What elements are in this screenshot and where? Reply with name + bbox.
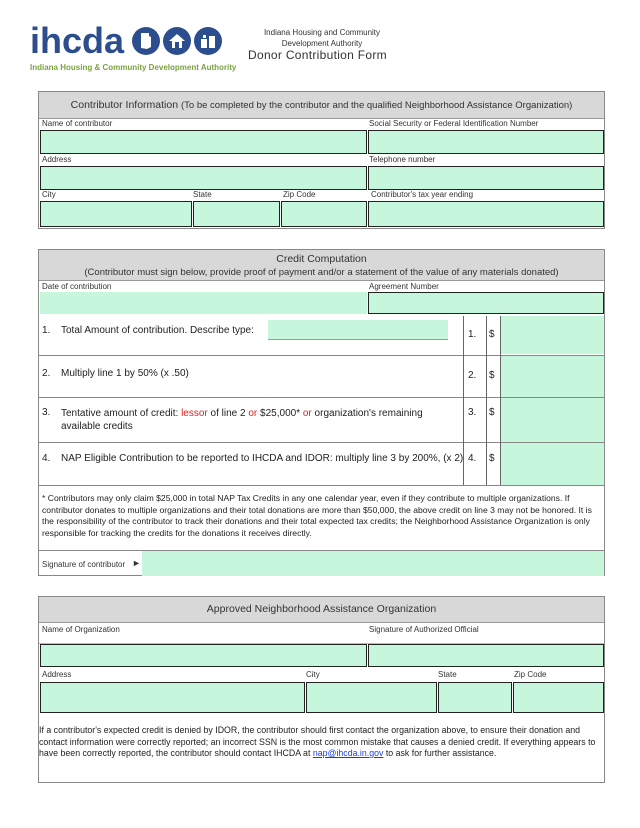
contributor-title-note: (To be completed by the contributor and the qualified Neighborhood Assistance Organization) bbox=[180, 100, 573, 111]
address-label: Address bbox=[42, 155, 72, 164]
zip-label: Zip Code bbox=[283, 190, 316, 199]
denied-credit-note bbox=[39, 725, 604, 760]
row-divider bbox=[39, 485, 604, 486]
agency-name bbox=[262, 27, 382, 49]
line-3-text-e: $25,000* bbox=[257, 408, 303, 419]
zip-field[interactable] bbox=[281, 201, 367, 227]
contributor-signature-field[interactable] bbox=[142, 551, 604, 576]
credit-footnote: * Contributors may only claim $25,000 in total NAP Tax Credits in any one calendar year, even if they contribute to multiple organizations. If contributor donates to multiple organizations and their total donations are more than $50,000, the above credit on line 3 may not be honored. It is the responsibility of the contributor to track their donations and their total expected tax credits; the Neighborhood Assistance Organization is only responsible for tracking the credits for the donations it receives directly. bbox=[42, 493, 592, 538]
org-name-label: Name of Organization bbox=[42, 625, 120, 634]
ssn-field[interactable] bbox=[368, 130, 604, 154]
org-city-label: City bbox=[306, 670, 320, 679]
line-1-text: Total Amount of contribution. Describe type: bbox=[61, 325, 254, 336]
line-2-currency: $ bbox=[489, 370, 495, 381]
phone-label: Telephone number bbox=[369, 155, 436, 164]
line-4-text: NAP Eligible Contribution to be reported to IHCDA and IDOR: multiply line 3 by 200%, (x 2) bbox=[61, 453, 464, 464]
line-4-box-number: 4. bbox=[468, 453, 477, 464]
date-label: Date of contribution bbox=[42, 282, 112, 291]
line-3-lessor: lessor bbox=[181, 408, 208, 419]
phone-field[interactable] bbox=[368, 166, 604, 190]
line-1-amount-field[interactable] bbox=[501, 316, 604, 354]
line-3-text-a: Tentative amount of credit: bbox=[61, 408, 182, 419]
tax-year-label: Contributor's tax year ending bbox=[371, 190, 474, 199]
line-1-number: 1. bbox=[42, 325, 51, 336]
credit-header bbox=[39, 250, 604, 281]
org-state-field[interactable] bbox=[438, 682, 512, 713]
line-4-number: 4. bbox=[42, 453, 51, 464]
org-address-field[interactable] bbox=[40, 682, 305, 713]
line-3-amount-field[interactable] bbox=[501, 398, 604, 442]
signature-arrow-icon: ► bbox=[132, 558, 141, 568]
indiana-state-icon bbox=[132, 27, 160, 55]
contributor-header bbox=[39, 92, 604, 119]
org-state-label: State bbox=[438, 670, 457, 679]
credit-title: Credit Computation bbox=[276, 253, 367, 265]
line-2-amount-field[interactable] bbox=[501, 356, 604, 397]
line-3-or-2: or bbox=[302, 408, 312, 419]
line-2-number: 2. bbox=[42, 368, 51, 379]
line-1-currency: $ bbox=[489, 329, 495, 340]
contributor-section bbox=[38, 91, 605, 229]
address-field[interactable] bbox=[40, 166, 367, 190]
line-1-box-number: 1. bbox=[468, 329, 477, 340]
community-icon bbox=[194, 27, 222, 55]
line-3-text-c: of line 2 bbox=[207, 408, 249, 419]
organization-section bbox=[38, 596, 605, 783]
agency-line-1: Indiana Housing and Community bbox=[263, 28, 381, 37]
credit-section bbox=[38, 249, 605, 576]
logo-symbols bbox=[132, 27, 222, 55]
line-3-text bbox=[61, 407, 457, 433]
agreement-field[interactable] bbox=[368, 292, 604, 314]
ssn-label: Social Security or Federal Identification Number bbox=[369, 119, 539, 128]
logo-tagline: Indiana Housing & Community Development Authority bbox=[30, 63, 237, 72]
contributor-name-field[interactable] bbox=[40, 130, 367, 154]
org-address-label: Address bbox=[42, 670, 72, 679]
organization-header bbox=[39, 597, 604, 623]
organization-name-field[interactable] bbox=[40, 644, 367, 667]
name-label: Name of contributor bbox=[42, 119, 113, 128]
contributor-title: Contributor Information bbox=[70, 99, 179, 111]
line-4-currency: $ bbox=[489, 453, 495, 464]
house-icon bbox=[163, 27, 191, 55]
logo-wordmark: ihcda bbox=[30, 20, 125, 61]
agency-line-2: Development Authority bbox=[281, 39, 363, 48]
org-zip-field[interactable] bbox=[513, 682, 604, 713]
state-label: State bbox=[193, 190, 212, 199]
line-3-currency: $ bbox=[489, 407, 495, 418]
form-title: Donor Contribution Form bbox=[248, 48, 387, 62]
line-4-amount-field[interactable] bbox=[501, 443, 604, 485]
col-divider bbox=[486, 316, 487, 485]
tax-year-field[interactable] bbox=[368, 201, 604, 227]
denied-note-text: If a contributor's expected credit is denied by IDOR, the contributor should first contact the organization above, to ensure their donation and contact information were correctly reported; an incorrect SSN is the most common mistake that causes a denied credit. If everything appears to have been correctly reported, the contributor should contact IHCDA at bbox=[39, 725, 596, 758]
credit-subtitle: (Contributor must sign below, provide proof of payment and/or a statement of the value of any materials donated) bbox=[84, 267, 559, 278]
official-signature-field[interactable] bbox=[368, 644, 604, 667]
official-signature-label: Signature of Authorized Official bbox=[369, 625, 479, 634]
line-3-box-number: 3. bbox=[468, 407, 477, 418]
line-3-text-g: organization's remaining available credits bbox=[61, 408, 423, 432]
organization-title: Approved Neighborhood Assistance Organization bbox=[206, 603, 437, 615]
city-field[interactable] bbox=[40, 201, 192, 227]
line-2-text: Multiply line 1 by 50% (x .50) bbox=[61, 368, 189, 379]
ihcda-email-link[interactable]: nap@ihcda.in.gov bbox=[312, 748, 384, 758]
agreement-label: Agreement Number bbox=[369, 282, 439, 291]
line-3-number: 3. bbox=[42, 407, 51, 418]
signature-label: Signature of contributor bbox=[42, 560, 126, 569]
org-zip-label: Zip Code bbox=[514, 670, 547, 679]
org-city-field[interactable] bbox=[306, 682, 437, 713]
contribution-type-field[interactable] bbox=[268, 320, 448, 340]
state-field[interactable] bbox=[193, 201, 280, 227]
date-field[interactable] bbox=[40, 292, 367, 314]
city-label: City bbox=[42, 190, 56, 199]
denied-note-text-end: to ask for further assistance. bbox=[383, 748, 497, 758]
line-2-box-number: 2. bbox=[468, 370, 477, 381]
line-3-or-1: or bbox=[248, 408, 258, 419]
